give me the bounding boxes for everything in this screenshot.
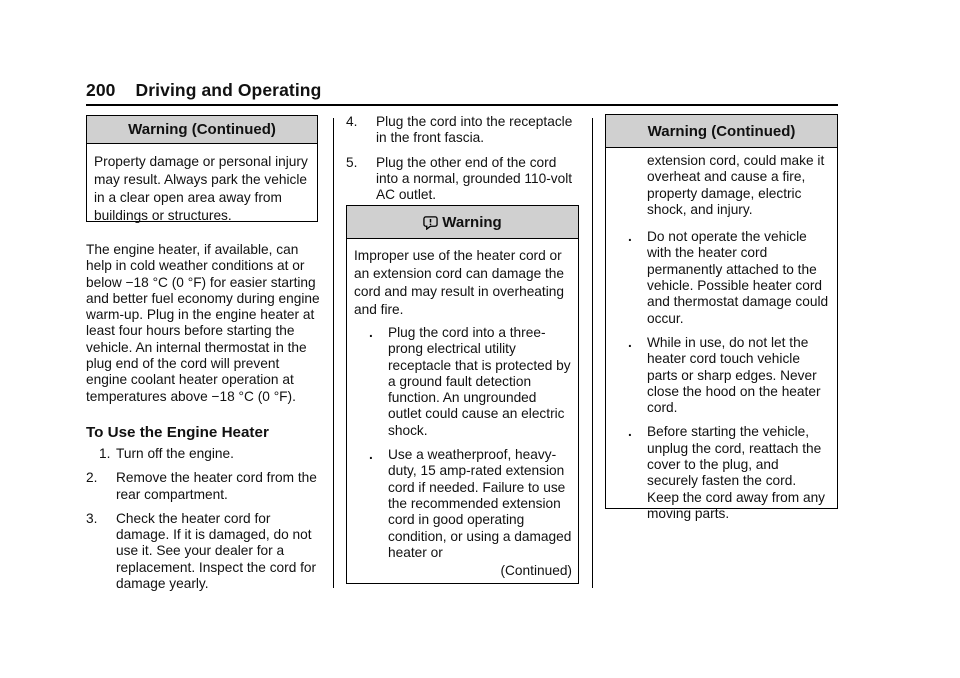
step-number: 4. bbox=[346, 114, 358, 129]
list-item bbox=[366, 447, 572, 561]
bullet-text: Use a weatherproof, heavy-duty, 15 amp-rated extension cord if needed. Failure to use the recommended extension cord in good operating condition, or using a damaged heater or bbox=[388, 447, 572, 560]
bullet-text: Plug the cord into a three-prong electrical utility receptacle that is protected by a ground fault detection function. An ungrounded outlet could cause an electric shock. bbox=[388, 325, 571, 438]
warning-continued-box-3 bbox=[605, 114, 838, 521]
warning-title-text: Warning bbox=[442, 214, 502, 231]
bullet-mark: . bbox=[369, 325, 373, 340]
bullet-mark: . bbox=[628, 229, 632, 245]
step-text: Remove the heater cord from the rear compartment. bbox=[116, 470, 317, 502]
section-title: Driving and Operating bbox=[135, 80, 322, 100]
bullet-mark: . bbox=[628, 424, 632, 440]
warning-bullets bbox=[606, 218, 837, 522]
warning-box-title: Warning (Continued) bbox=[606, 115, 837, 148]
step-number: 1. bbox=[99, 446, 111, 461]
list-item bbox=[366, 325, 572, 439]
column-divider-1 bbox=[333, 118, 334, 588]
list-item bbox=[86, 470, 325, 503]
list-item bbox=[625, 424, 831, 522]
step-number: 5. bbox=[346, 154, 358, 170]
bullet-mark: . bbox=[628, 334, 632, 350]
steps-list-1 bbox=[86, 446, 325, 600]
bullet-text: Do not operate the vehicle with the heater cord permanently attached to the vehicle. Possible heater cord and thermostat damage could occur. bbox=[647, 229, 829, 326]
step-text: Plug the other end of the cord into a normal, grounded 110-volt AC outlet. bbox=[376, 154, 573, 203]
column-divider-2 bbox=[592, 118, 593, 588]
page-number: 200 bbox=[86, 80, 116, 100]
list-item bbox=[86, 511, 325, 592]
section-subheading: To Use the Engine Heater bbox=[86, 424, 269, 441]
list-item bbox=[625, 335, 831, 416]
list-item bbox=[99, 446, 325, 462]
warning-box-title bbox=[347, 206, 578, 239]
bullet-text: While in use, do not let the heater cord touch vehicle parts or sharp edges. Never close the hood on the heater cord. bbox=[647, 334, 821, 416]
warning-continuation-text: extension cord, could make it overheat and cause a fire, property damage, electric shock, and injury. bbox=[647, 153, 825, 217]
warning-box-2 bbox=[346, 205, 579, 584]
list-item bbox=[625, 229, 831, 327]
step-number: 3. bbox=[86, 510, 98, 526]
list-item bbox=[346, 114, 578, 147]
bullet-text: Before starting the vehicle, unplug the cord, reattach the cover to the plug, and securely fasten the cord. Keep the cord away from any moving parts. bbox=[647, 424, 826, 521]
bullet-mark: . bbox=[369, 447, 373, 463]
warning-intro: Improper use of the heater cord or an extension cord can damage the cord and may result in overheating and fire. bbox=[354, 248, 565, 317]
warning-icon bbox=[423, 215, 438, 230]
steps-list-2 bbox=[346, 114, 578, 211]
step-number: 2. bbox=[86, 470, 98, 486]
list-item bbox=[346, 155, 578, 204]
header-rule bbox=[86, 104, 838, 106]
step-text: Turn off the engine. bbox=[116, 446, 234, 461]
warning-bullets bbox=[347, 319, 578, 561]
warning-continued-box-1 bbox=[86, 115, 318, 222]
step-text: Plug the cord into the receptacle in the front fascia. bbox=[376, 114, 573, 146]
step-text: Check the heater cord for damage. If it is damaged, do not use it. See your dealer for a replacement. Inspect the cord for damage yearly. bbox=[116, 510, 317, 592]
engine-heater-paragraph: The engine heater, if available, can help in cold weather conditions at or below −18 °C (0 °F) for easier starting and better fuel economy during engine warm-up. Plug in the engine heater at least four hours before starting the vehicle. An internal thermostat in the plug end of the cord will prevent engine coolant heater operation at temperatures above −18 °C (0 °F). bbox=[86, 242, 320, 404]
page-header bbox=[86, 80, 321, 101]
continued-label: (Continued) bbox=[500, 562, 572, 578]
warning-box-title: Warning (Continued) bbox=[87, 116, 317, 144]
warning-box-text: Property damage or personal injury may result. Always park the vehicle in a clear open area away from buildings or structures. bbox=[94, 154, 308, 223]
